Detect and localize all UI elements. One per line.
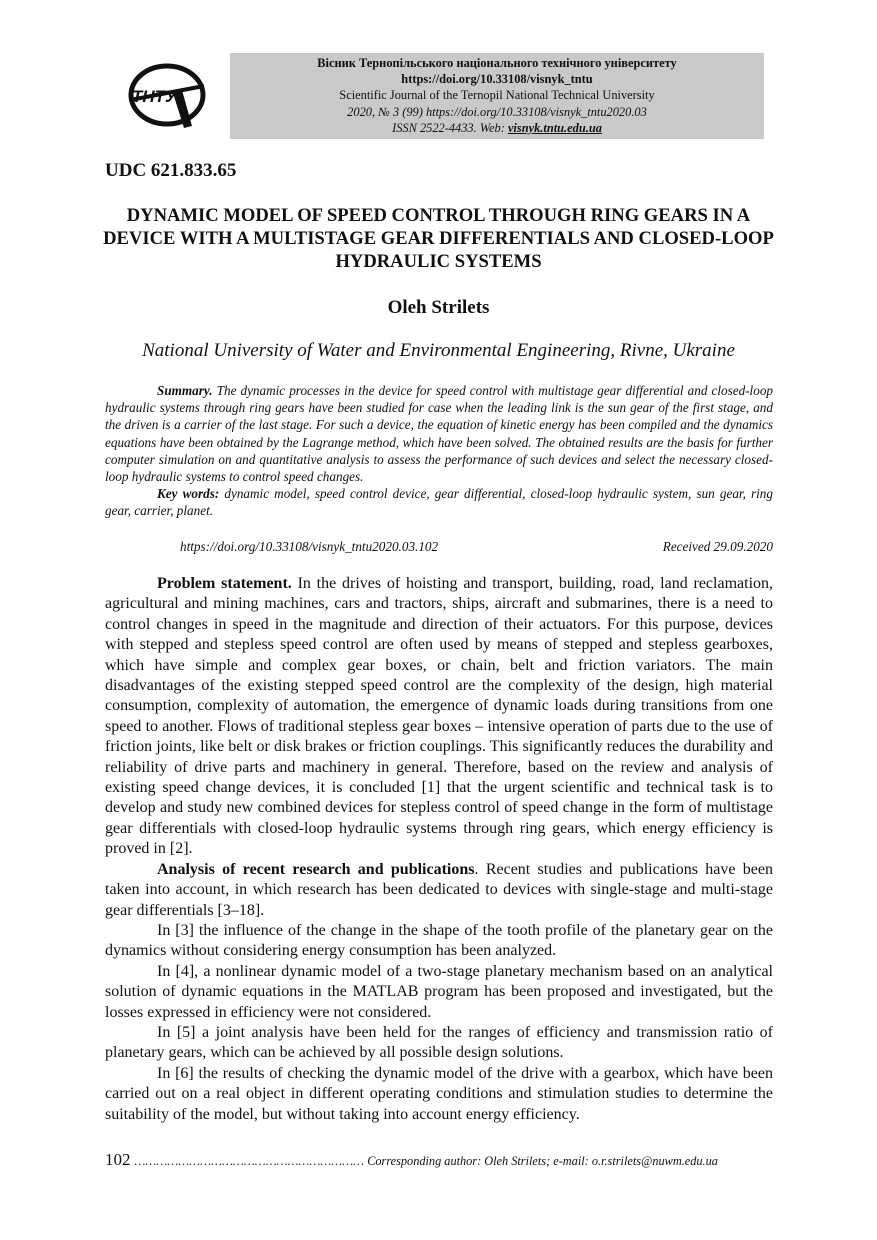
footer-dots: ……………………………………………………… xyxy=(134,1154,365,1168)
page-footer xyxy=(105,1150,773,1170)
logo-text: ТНТУ xyxy=(132,87,177,106)
author-name: Oleh Strilets xyxy=(387,297,490,318)
abstract xyxy=(105,382,773,520)
paragraph-text: . Recent studies and publications have been taken into account, in which research has been dedicated to devices with single-stage and multi-stage gear differentials [3–18]. xyxy=(105,860,773,919)
keywords-label: Key words: xyxy=(157,486,220,502)
corresponding-author: Corresponding author: Oleh Strilets; e-mail: o.r.strilets@nuwm.edu.ua xyxy=(367,1154,718,1168)
journal-doi[interactable]: https://doi.org/10.33108/visnyk_tntu xyxy=(401,72,593,87)
paragraph-text: In the drives of hoisting and transport, building, road, land reclamation, agricultural and mining machines, cars and tractors, ships, aircraft and submarines, there is a need to control changes in speed in the magnitude and direction of their actuators. For this purpose, devices with stepped and stepless speed control are often used by means of stepped and stepless gearboxes, which have simple and complex gear boxes, or chain, belt and friction variators. The main disadvantages of the existing stepped speed control are the complexity of the design, high material consumption, complexity of automation, the emergence of dynamic loads during transitions from one speed to another. Flows of traditional stepless gear boxes – intensive operation of parts due to the use of friction joints, like belt or disk brakes or friction couplings. This significantly reduces the durability and reliability of drive parts and machinery in general. Therefore, based on the review and analysis of existing speed change devices, it is concluded [1] that the urgent scientific and technical task is to develop and study new combined devices for stepless control of speed change in the form of multistage gear differentials with closed-loop hydraulic systems through ring gears, which energy efficiency is proved in [2]. xyxy=(105,575,774,858)
paragraph-problem-statement xyxy=(105,574,773,860)
udc-code: UDC 621.833.65 xyxy=(105,160,237,181)
issn-line xyxy=(230,120,764,136)
journal-logo xyxy=(122,60,212,130)
page-number: 102 xyxy=(105,1150,131,1169)
article-doi[interactable]: https://doi.org/10.33108/visnyk_tntu2020.03.102 xyxy=(180,539,439,554)
author-affiliation: National University of Water and Environmental Engineering, Rivne, Ukraine xyxy=(142,340,735,361)
paragraph-ref-5: In [5] a joint analysis have been held for the ranges of efficiency and transmission ratio of planetary gears, which can be achieved by all possible design solutions. xyxy=(105,1023,773,1062)
journal-header xyxy=(230,53,764,139)
issn-text: ISSN 2522-4433. Web: xyxy=(392,120,508,135)
keywords-text: dynamic model, speed control device, gear differential, closed-loop hydraulic system, sun gear, ring gear, carrier, planet. xyxy=(105,486,773,519)
received-date: Received 29.09.2020 xyxy=(662,539,773,554)
issue-info: 2020, № 3 (99) https://doi.org/10.33108/visnyk_tntu2020.03 xyxy=(347,104,647,119)
journal-name-en: Scientific Journal of the Ternopil National Technical University xyxy=(339,88,655,103)
paragraph-ref-4: In [4], a nonlinear dynamic model of a two-stage planetary mechanism based on an analytical solution of dynamic equations in the MATLAB program has been proposed and investigated, but the losses expressed in efficiency were not considered. xyxy=(105,962,773,1021)
journal-name-ua: Вісник Тернопільського національного технічного університету xyxy=(317,56,677,70)
summary-label: Summary. xyxy=(157,383,213,398)
main-text xyxy=(105,574,773,1125)
summary-paragraph xyxy=(105,382,773,485)
paragraph-analysis xyxy=(105,860,773,921)
section-label-analysis: Analysis of recent research and publications xyxy=(157,860,475,878)
summary-text: The dynamic processes in the device for speed control with multistage gear differential and closed-loop hydraulic systems through ring gears have been studied for case when the leading link is the sun gear of the first stage, and the driven is a carrier of the last stage. For such a device, the equation of kinetic energy has been compiled and the dynamics equations have been obtained by the Lagrange method, which have been solved. The obtained results are the basis for further computer simulation on and quantitative analysis to assess the performance of such devices and select the necessary closed-loop hydraulic systems to control speed changes. xyxy=(105,383,774,485)
section-label-problem: Problem statement. xyxy=(157,575,292,592)
paragraph-ref-3: In [3] the influence of the change in the shape of the tooth profile of the planetary gear on the dynamics without considering energy consumption has been analyzed. xyxy=(105,921,773,960)
paper-title: DYNAMIC MODEL OF SPEED CONTROL THROUGH RING GEARS IN A DEVICE WITH A MULTISTAGE GEAR DIFFERENTIALS AND CLOSED-LOOP HYDRAULIC SYSTEMS xyxy=(103,205,774,272)
paragraph-ref-6: In [6] the results of checking the dynamic model of the drive with a gearbox, which have been carried out on a real object in different operating conditions and stimulation studies to determine the suitability of the model, but without taking into account energy efficiency. xyxy=(105,1064,773,1123)
keywords-paragraph xyxy=(105,485,773,519)
journal-website-link[interactable]: visnyk.tntu.edu.ua xyxy=(507,120,602,135)
